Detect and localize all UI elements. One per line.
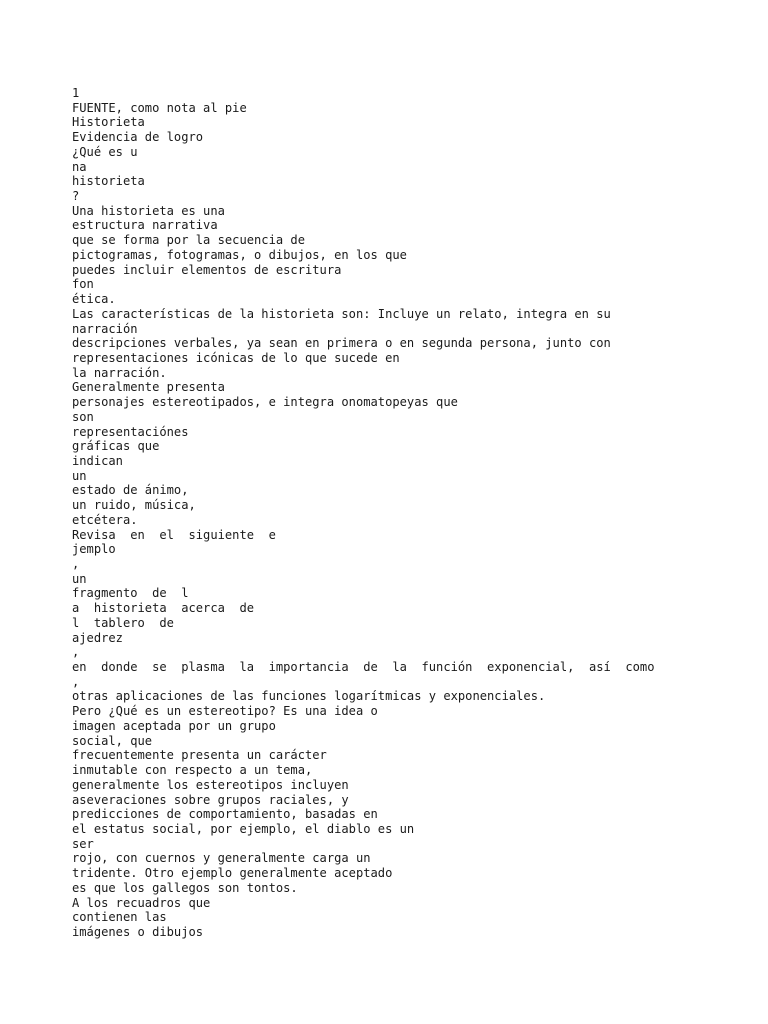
text-line: fragmento de l [72, 586, 189, 601]
text-line: un [72, 571, 87, 586]
text-line: rojo, con cuernos y generalmente carga un [72, 851, 371, 866]
text-line: , [72, 674, 80, 689]
text-line: Evidencia de logro [72, 130, 204, 145]
text-line: que se forma por la secuencia de [72, 233, 305, 248]
text-line: frecuentemente presenta un carácter [72, 748, 327, 763]
text-line: Revisa en el siguiente e [72, 527, 276, 542]
text-line: el estatus social, por ejemplo, el diablo es un [72, 821, 415, 836]
text-line: estado de ánimo, [72, 483, 189, 498]
text-line: un ruido, música, [72, 498, 196, 513]
text-line: un [72, 468, 87, 483]
text-line: ajedrez [72, 630, 123, 645]
text-line: historieta [72, 174, 145, 189]
text-line: tridente. Otro ejemplo generalmente aceptado [72, 866, 393, 881]
text-line: l tablero de [72, 615, 174, 630]
text-line: Generalmente presenta [72, 380, 225, 395]
text-line: generalmente los estereotipos incluyen [72, 777, 349, 792]
text-line: representaciónes [72, 424, 189, 439]
text-line: Pero ¿Qué es un estereotipo? Es una idea o [72, 704, 378, 719]
text-line: na [72, 159, 87, 174]
text-line: contienen las [72, 910, 167, 925]
text-line: imagen aceptada por un grupo [72, 718, 276, 733]
text-line: A los recuadros que [72, 895, 211, 910]
text-line: inmutable con respecto a un tema, [72, 763, 313, 778]
text-line: descripciones verbales, ya sean en primera o en segunda persona, junto con [72, 336, 611, 351]
text-line: , [72, 557, 80, 571]
text-line: ¿Qué es u [72, 144, 138, 159]
text-line: jemplo [72, 542, 116, 557]
text-line: Una historieta es una [72, 203, 225, 218]
text-line: estructura narrativa [72, 218, 218, 233]
text-line: puedes incluir elementos de escritura [72, 262, 342, 277]
text-line: FUENTE, como nota al pie [72, 100, 247, 115]
text-line: otras aplicaciones de las funciones logarítmicas y exponenciales. [72, 689, 546, 704]
text-line: fon [72, 277, 94, 292]
text-line: representaciones icónicas de lo que sucede en [72, 350, 400, 365]
text-line: social, que [72, 733, 153, 748]
text-line: ética. [72, 292, 116, 307]
text-line: imágenes o dibujos [72, 924, 204, 939]
text-line: la narración. [72, 365, 167, 380]
text-line: son [72, 409, 94, 424]
text-line: gráficas que [72, 439, 160, 454]
text-line: 1 [72, 86, 80, 100]
text-line: aseveraciones sobre grupos raciales, y [72, 792, 349, 807]
text-line: indican [72, 453, 123, 468]
text-line: ? [72, 189, 80, 204]
text-line: predicciones de comportamiento, basadas en [72, 807, 378, 822]
text-line: en donde se plasma la importancia de la función exponencial, así como [72, 660, 655, 675]
text-line: personajes estereotipados, e integra onomatopeyas que [72, 395, 458, 410]
text-line: , [72, 645, 80, 660]
text-line: Las características de la historieta son: Incluye un relato, integra en su [72, 306, 611, 321]
document-page [72, 86, 748, 940]
text-line: ser [72, 836, 94, 851]
text-line: pictogramas, fotogramas, o dibujos, en los que [72, 247, 407, 262]
text-line: a historieta acerca de [72, 601, 255, 616]
text-line: Historieta [72, 115, 145, 130]
text-line: narración [72, 321, 138, 336]
text-line: es que los gallegos son tontos. [72, 880, 298, 895]
text-line: etcétera. [72, 512, 138, 527]
